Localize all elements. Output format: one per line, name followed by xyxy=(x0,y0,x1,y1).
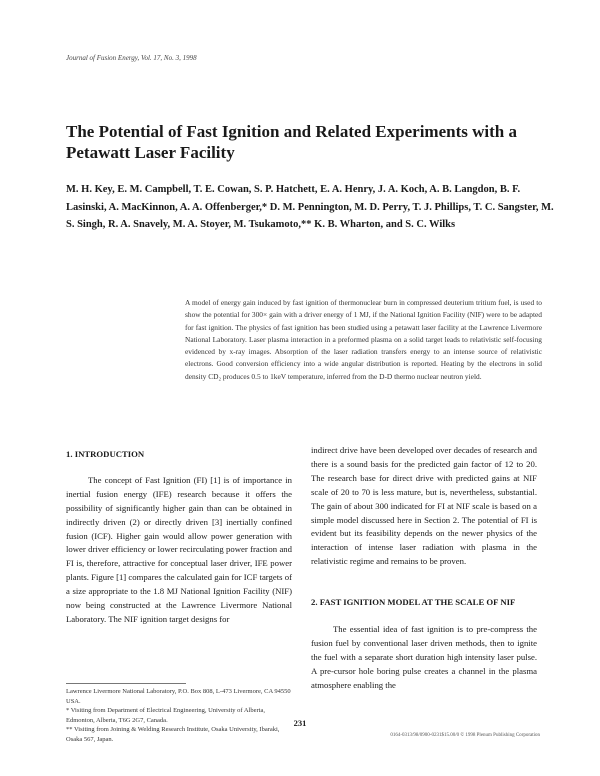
page-number: 231 xyxy=(293,718,307,728)
footnote-star: * Visiting from Department of Electrical Engineering, University of Alberta, Edmonton, Alberta, T6G 2G7, Canada. xyxy=(66,707,265,724)
section2-paragraph: The essential idea of fast ignition is to pre-compress the fusion fuel by conventional laser driven methods, then to ignite the fuel with a separate short duration high intensity laser pulse. A pre-cursor hole boring pulse creates a channel in the plasma atmosphere enabling the xyxy=(311,624,537,690)
introduction-continued: indirect drive have been developed over decades of research and there is a sound basis for the predicted gain factor of 12 to 20. The research base for direct drive with predicted gains at NIF scale of 20 to 70 is less mature, but is, nevertheless, substantial. The gain of about 300 indicated for FI at NIF scale is based on a simple model discussed here in Section 2. The potential of FI is evident but its feasibility depends on the newer physics of the interaction of intense laser radiation with plasma in the relativistic regime and remains to be proven. xyxy=(311,445,537,567)
paper-title: The Potential of Fast Ignition and Related Experiments with a Petawatt Laser Facility xyxy=(66,122,517,162)
author-list: M. H. Key, E. M. Campbell, T. E. Cowan, S. P. Hatchett, E. A. Henry, J. A. Koch, A. B. Langdon, B. F. Lasinski, A. MacKinnon, A. A. Offenberger,* D. M. Pennington, M. D. Perry, T. J. Phillips, T. C. Sangster, M. S. Singh, R. A. Snavely, M. A. Stoyer, M. Tsukamoto,** K. B. Wharton, and S. C. Wilks xyxy=(66,184,554,230)
section-heading-introduction: 1. INTRODUCTION xyxy=(66,449,145,459)
abstract: A model of energy gain induced by fast ignition of thermonuclear burn in compressed deuterium tritium fuel, is used to show the potential for 300× gain with a driver energy of 1 MJ, if the National Ignition Facility (NIF) were to be adapted for fast ignition. The physics of fast ignition has been studied using a petawatt laser facility at the Lawrence Livermore National Laboratory. Laser plasma interaction in a preformed plasma on a solid target leads to relativistic self-focusing evidenced by x-ray images. Absorption of the laser radiation transfers energy to an intense source of relativistic electrons. Good conversion efficiency into a wide angular distribution is reported. Heating by the electrons in solid density CD₂ produces 0.5 to 1keV temperature, inferred from the D-D thermo nuclear neutron yield. xyxy=(185,298,542,381)
footnote-affiliation: Lawrence Livermore National Laboratory, P.O. Box 808, L-473 Livermore, CA 94550 USA. xyxy=(66,688,291,705)
right-column xyxy=(311,444,537,693)
introduction-paragraph: The concept of Fast Ignition (FI) [1] is of importance in inertial fusion energy (IFE) research because it offers the possibility of significantly higher gain than can be obtained in indirectly driven (2) or directly driven [3] inertially confined fusion (ICF). Higher gain would allow power generation with lower driver efficiency or lower recirculating power fraction and FI is, therefore, attractive for conceptual laser driver, IFE power plants. Figure [1] compares the calculated gain for ICF targets of a size appropriate to the 1.8 MJ National Ignition Facility (NIF) now being constructed at the Lawrence Livermore National Laboratory. The NIF ignition target designs for xyxy=(66,474,292,624)
footnote-double-star: ** Visiting from Joining & Welding Research Institute, Osaka University, Ibaraki, Osaka 567, Japan. xyxy=(66,726,280,743)
section-heading-fast-ignition-model: 2. FAST IGNITION MODEL AT THE SCALE OF NIF xyxy=(311,597,516,608)
left-column xyxy=(66,449,292,627)
footnote-rule xyxy=(66,683,186,684)
journal-citation: Journal of Fusion Energy, Vol. 17, No. 3, 1998 xyxy=(66,54,197,62)
footnotes xyxy=(66,687,292,745)
copyright-line: 0164-0313/98/0900-0231$15.00/0 © 1998 Plenum Publishing Corporation xyxy=(390,733,540,738)
